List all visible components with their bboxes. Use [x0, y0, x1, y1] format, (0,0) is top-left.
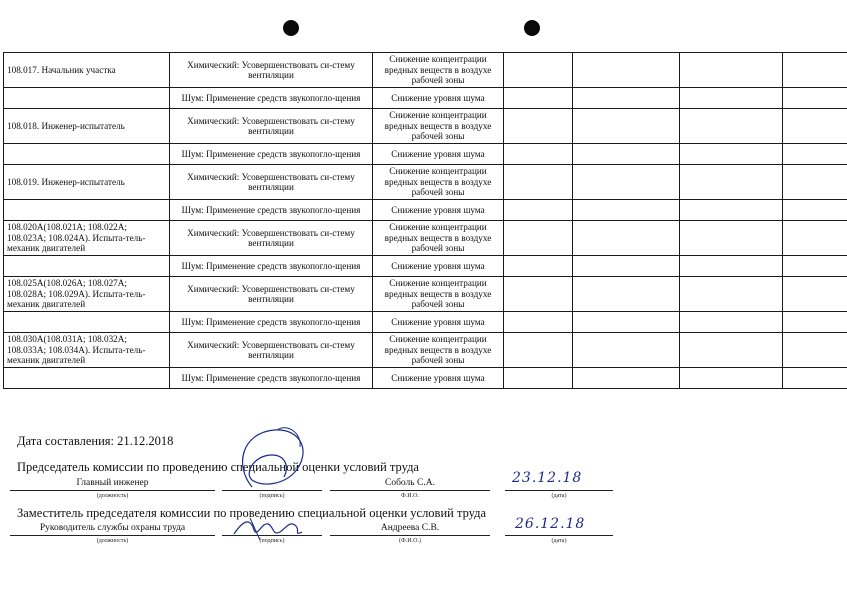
empty-cell	[504, 277, 573, 312]
empty-cell	[504, 368, 573, 389]
empty-cell	[783, 256, 847, 277]
empty-cell	[573, 256, 680, 277]
goal-cell: Снижение уровня шума	[373, 256, 504, 277]
deputy-position-line	[10, 535, 215, 536]
measure-cell: Шум: Применение средств звукопогло-щения	[170, 144, 373, 165]
goal-cell: Снижение концентрации вредных веществ в воздухе рабочей зоны	[373, 221, 504, 256]
empty-cell	[783, 200, 847, 221]
chairman-date-handwritten: 23.12.18	[512, 470, 583, 486]
empty-cell	[680, 109, 783, 144]
empty-cell	[680, 368, 783, 389]
measures-table	[3, 52, 847, 389]
empty-cell	[783, 109, 847, 144]
empty-cell	[680, 200, 783, 221]
empty-cell	[504, 144, 573, 165]
empty-cell	[680, 88, 783, 109]
table-row	[4, 256, 847, 277]
chairman-date-line	[505, 490, 613, 491]
deputy-date-line	[505, 535, 613, 536]
empty-cell	[504, 88, 573, 109]
table-row	[4, 144, 847, 165]
empty-cell	[680, 256, 783, 277]
empty-cell	[504, 165, 573, 200]
position-cell-empty	[4, 200, 170, 221]
table-row	[4, 165, 847, 200]
empty-cell	[783, 144, 847, 165]
deputy-name: Андреева С.В.	[380, 523, 440, 533]
chairman-position-caption: (должность)	[96, 493, 129, 499]
measure-cell: Химический: Усовершенствовать си-стему вентиляции	[170, 277, 373, 312]
empty-cell	[504, 109, 573, 144]
empty-cell	[680, 165, 783, 200]
measure-cell: Химический: Усовершенствовать си-стему вентиляции	[170, 333, 373, 368]
empty-cell	[680, 221, 783, 256]
empty-cell	[783, 88, 847, 109]
compilation-date: Дата составления: 21.12.2018	[17, 434, 174, 448]
measure-cell: Шум: Применение средств звукопогло-щения	[170, 368, 373, 389]
table-row	[4, 109, 847, 144]
table-row	[4, 88, 847, 109]
punch-hole-right	[524, 20, 540, 36]
goal-cell: Снижение концентрации вредных веществ в воздухе рабочей зоны	[373, 333, 504, 368]
deputy-name-caption: (Ф.И.О.)	[399, 538, 421, 544]
empty-cell	[783, 53, 847, 88]
goal-cell: Снижение уровня шума	[373, 368, 504, 389]
empty-cell	[573, 277, 680, 312]
empty-cell	[783, 165, 847, 200]
empty-cell	[783, 333, 847, 368]
chairman-signature-caption: (подпись)	[259, 493, 285, 499]
empty-cell	[573, 144, 680, 165]
table-row	[4, 333, 847, 368]
chairman-name-line	[330, 490, 490, 491]
goal-cell: Снижение уровня шума	[373, 200, 504, 221]
empty-cell	[573, 53, 680, 88]
empty-cell	[783, 221, 847, 256]
empty-cell	[680, 277, 783, 312]
deputy-signature-caption: (подпись)	[259, 538, 285, 544]
position-cell: 108.018. Инженер-испытатель	[4, 109, 170, 144]
position-cell: 108.020А(108.021А; 108.022А; 108.023А; 108.024А). Испыта-тель-механик двигателей	[4, 221, 170, 256]
goal-cell: Снижение концентрации вредных веществ в воздухе рабочей зоны	[373, 53, 504, 88]
table-row	[4, 221, 847, 256]
empty-cell	[504, 312, 573, 333]
table-row	[4, 368, 847, 389]
empty-cell	[504, 333, 573, 368]
empty-cell	[573, 165, 680, 200]
empty-cell	[680, 53, 783, 88]
empty-cell	[504, 256, 573, 277]
empty-cell	[504, 53, 573, 88]
empty-cell	[783, 312, 847, 333]
goal-cell: Снижение концентрации вредных веществ в воздухе рабочей зоны	[373, 165, 504, 200]
chairman-name-caption: Ф.И.О.	[401, 493, 419, 499]
table-row	[4, 53, 847, 88]
deputy-position: Руководитель службы охраны труда	[39, 523, 186, 533]
empty-cell	[680, 333, 783, 368]
measure-cell: Химический: Усовершенствовать си-стему вентиляции	[170, 221, 373, 256]
chairman-heading: Председатель комиссии по проведению специальной оценки условий труда	[17, 460, 419, 474]
empty-cell	[573, 368, 680, 389]
chairman-position-line	[10, 490, 215, 491]
chairman-signature	[232, 425, 312, 495]
deputy-heading: Заместитель председателя комиссии по проведению специальной оценки условий труда	[17, 506, 487, 520]
measure-cell: Шум: Применение средств звукопогло-щения	[170, 312, 373, 333]
empty-cell	[680, 144, 783, 165]
empty-cell	[504, 200, 573, 221]
goal-cell: Снижение уровня шума	[373, 312, 504, 333]
empty-cell	[783, 368, 847, 389]
chairman-date-caption: (дата)	[551, 493, 567, 499]
measure-cell: Шум: Применение средств звукопогло-щения	[170, 200, 373, 221]
measure-cell: Шум: Применение средств звукопогло-щения	[170, 88, 373, 109]
position-cell-empty	[4, 256, 170, 277]
goal-cell: Снижение уровня шума	[373, 88, 504, 109]
chairman-position: Главный инженер	[76, 478, 149, 488]
position-cell-empty	[4, 88, 170, 109]
empty-cell	[680, 312, 783, 333]
empty-cell	[573, 200, 680, 221]
position-cell: 108.030А(108.031А; 108.032А; 108.033А; 108.034А). Испыта-тель-механик двигателей	[4, 333, 170, 368]
deputy-signature	[232, 512, 312, 542]
measure-cell: Химический: Усовершенствовать си-стему вентиляции	[170, 165, 373, 200]
table-row	[4, 200, 847, 221]
empty-cell	[573, 221, 680, 256]
position-cell: 108.017. Начальник участка	[4, 53, 170, 88]
position-cell: 108.019. Инженер-испытатель	[4, 165, 170, 200]
measure-cell: Шум: Применение средств звукопогло-щения	[170, 256, 373, 277]
empty-cell	[573, 312, 680, 333]
punch-hole-left	[283, 20, 299, 36]
goal-cell: Снижение концентрации вредных веществ в воздухе рабочей зоны	[373, 109, 504, 144]
empty-cell	[573, 333, 680, 368]
deputy-date-caption: (дата)	[551, 538, 567, 544]
empty-cell	[504, 221, 573, 256]
table-row	[4, 312, 847, 333]
deputy-date-handwritten: 26.12.18	[515, 516, 586, 532]
table-row	[4, 277, 847, 312]
goal-cell: Снижение уровня шума	[373, 144, 504, 165]
measure-cell: Химический: Усовершенствовать си-стему вентиляции	[170, 53, 373, 88]
position-cell: 108.025А(108.026А; 108.027А; 108.028А; 108.029А). Испыта-тель-механик двигателей	[4, 277, 170, 312]
empty-cell	[573, 109, 680, 144]
deputy-position-caption: (должность)	[96, 538, 129, 544]
chairman-name: Соболь С.А.	[385, 478, 435, 488]
position-cell-empty	[4, 312, 170, 333]
empty-cell	[573, 88, 680, 109]
empty-cell	[783, 277, 847, 312]
position-cell-empty	[4, 368, 170, 389]
measure-cell: Химический: Усовершенствовать си-стему вентиляции	[170, 109, 373, 144]
goal-cell: Снижение концентрации вредных веществ в воздухе рабочей зоны	[373, 277, 504, 312]
position-cell-empty	[4, 144, 170, 165]
deputy-name-line	[330, 535, 490, 536]
